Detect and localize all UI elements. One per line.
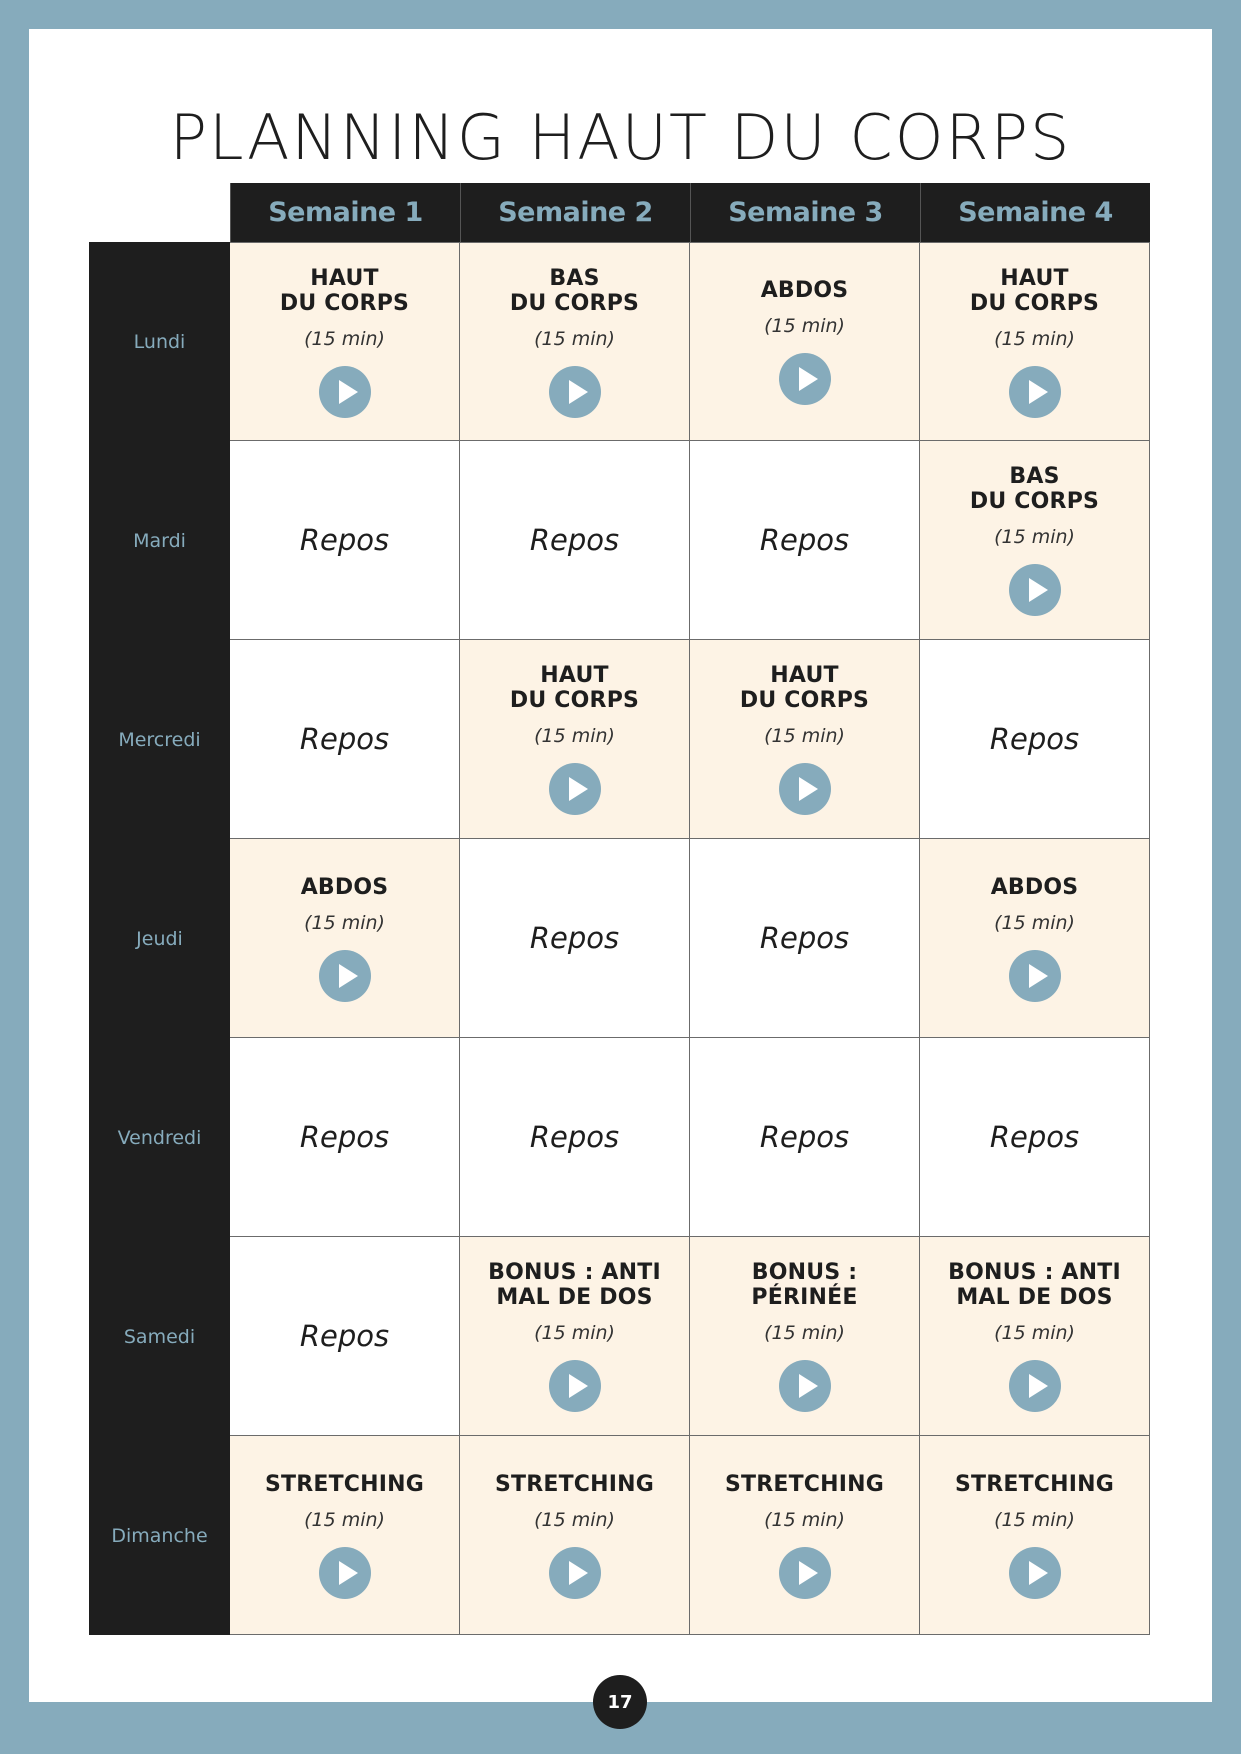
play-icon[interactable] <box>549 1360 601 1412</box>
day-header: Dimanche <box>89 1436 230 1635</box>
workout-title: HAUT DU CORPS <box>279 265 410 316</box>
rest-label: Repos <box>759 921 850 955</box>
day-header: Vendredi <box>89 1038 230 1237</box>
play-icon[interactable] <box>779 353 831 405</box>
play-icon[interactable] <box>779 1547 831 1599</box>
workout-cell <box>920 441 1150 640</box>
workout-cell <box>460 640 690 839</box>
workout-cell <box>690 242 920 441</box>
workout-cell <box>920 1237 1150 1436</box>
workout-duration: (15 min) <box>764 315 845 337</box>
workout-cell <box>920 839 1150 1038</box>
workout-title: BONUS : ANTI MAL DE DOS <box>948 1260 1121 1310</box>
workout-duration: (15 min) <box>764 1508 845 1531</box>
play-icon[interactable] <box>1009 366 1061 418</box>
rest-label: Repos <box>299 1319 390 1353</box>
workout-duration: (15 min) <box>994 1322 1075 1344</box>
table-corner <box>89 183 230 242</box>
workout-cell <box>920 242 1150 441</box>
play-icon[interactable] <box>1009 1360 1061 1412</box>
workout-duration: (15 min) <box>304 327 385 350</box>
workout-title: STRETCHING <box>954 1471 1115 1497</box>
workout-duration: (15 min) <box>994 327 1075 350</box>
workout-duration: (15 min) <box>534 1508 615 1531</box>
rest-label: Repos <box>299 722 390 756</box>
play-icon[interactable] <box>549 1547 601 1599</box>
rest-cell <box>230 640 460 839</box>
day-header: Lundi <box>89 242 230 441</box>
rest-cell <box>230 1237 460 1436</box>
play-icon[interactable] <box>1009 564 1061 616</box>
workout-title: HAUT DU CORPS <box>509 663 640 713</box>
rest-label: Repos <box>529 1120 620 1154</box>
rest-label: Repos <box>529 921 620 955</box>
play-icon[interactable] <box>1009 1547 1061 1599</box>
workout-title: BAS DU CORPS <box>969 464 1100 514</box>
rest-label: Repos <box>299 523 390 557</box>
workout-duration: (15 min) <box>534 725 615 747</box>
play-icon[interactable] <box>319 366 371 418</box>
workout-duration: (15 min) <box>534 327 615 350</box>
workout-cell <box>460 242 690 441</box>
schedule-table <box>89 183 1150 1635</box>
workout-title: ABDOS <box>300 874 389 900</box>
rest-cell <box>690 441 920 640</box>
workout-title: BAS DU CORPS <box>509 265 640 316</box>
workout-title: HAUT DU CORPS <box>969 265 1100 316</box>
workout-title: BONUS : ANTI MAL DE DOS <box>488 1260 661 1310</box>
rest-cell <box>920 1038 1150 1237</box>
workout-duration: (15 min) <box>994 911 1075 934</box>
rest-label: Repos <box>759 523 850 557</box>
workout-title: ABDOS <box>760 278 849 303</box>
play-icon[interactable] <box>779 763 831 815</box>
rest-cell <box>920 640 1150 839</box>
workout-title: ABDOS <box>990 874 1079 900</box>
rest-cell <box>460 441 690 640</box>
day-header: Mardi <box>89 441 230 640</box>
workout-duration: (15 min) <box>764 1322 845 1344</box>
rest-cell <box>460 1038 690 1237</box>
workout-duration: (15 min) <box>994 526 1075 548</box>
workout-title: STRETCHING <box>264 1471 425 1497</box>
workout-duration: (15 min) <box>764 725 845 747</box>
rest-label: Repos <box>989 1120 1080 1154</box>
play-icon[interactable] <box>549 366 601 418</box>
workout-cell <box>690 1436 920 1635</box>
rest-label: Repos <box>759 1120 850 1154</box>
workout-cell <box>460 1237 690 1436</box>
workout-duration: (15 min) <box>994 1508 1075 1531</box>
workout-duration: (15 min) <box>534 1322 615 1344</box>
rest-cell <box>690 1038 920 1237</box>
rest-cell <box>690 839 920 1038</box>
workout-cell <box>690 640 920 839</box>
week-header: Semaine 1 <box>230 183 460 242</box>
play-icon[interactable] <box>549 763 601 815</box>
rest-label: Repos <box>529 523 620 557</box>
workout-duration: (15 min) <box>304 1508 385 1531</box>
workout-cell <box>230 1436 460 1635</box>
workout-title: STRETCHING <box>494 1471 655 1497</box>
rest-cell <box>460 839 690 1038</box>
rest-cell <box>230 1038 460 1237</box>
day-header: Mercredi <box>89 640 230 839</box>
workout-title: BONUS : PÉRINÉE <box>751 1260 858 1310</box>
workout-cell <box>690 1237 920 1436</box>
day-header: Jeudi <box>89 839 230 1038</box>
rest-cell <box>230 441 460 640</box>
day-header: Samedi <box>89 1237 230 1436</box>
workout-cell <box>230 839 460 1038</box>
play-icon[interactable] <box>319 1547 371 1599</box>
workout-cell <box>920 1436 1150 1635</box>
week-header: Semaine 2 <box>460 183 690 242</box>
workout-cell <box>230 242 460 441</box>
page-number: 17 <box>593 1675 647 1729</box>
play-icon[interactable] <box>1009 950 1061 1002</box>
page <box>29 29 1212 1713</box>
week-header: Semaine 3 <box>690 183 920 242</box>
play-icon[interactable] <box>779 1360 831 1412</box>
workout-title: STRETCHING <box>724 1471 885 1497</box>
workout-duration: (15 min) <box>304 911 385 934</box>
play-icon[interactable] <box>319 950 371 1002</box>
workout-cell <box>460 1436 690 1635</box>
page-title: PLANNING HAUT DU CORPS <box>169 101 1072 174</box>
week-header: Semaine 4 <box>920 183 1150 242</box>
rest-label: Repos <box>989 722 1080 756</box>
rest-label: Repos <box>299 1120 390 1154</box>
workout-title: HAUT DU CORPS <box>739 663 870 713</box>
